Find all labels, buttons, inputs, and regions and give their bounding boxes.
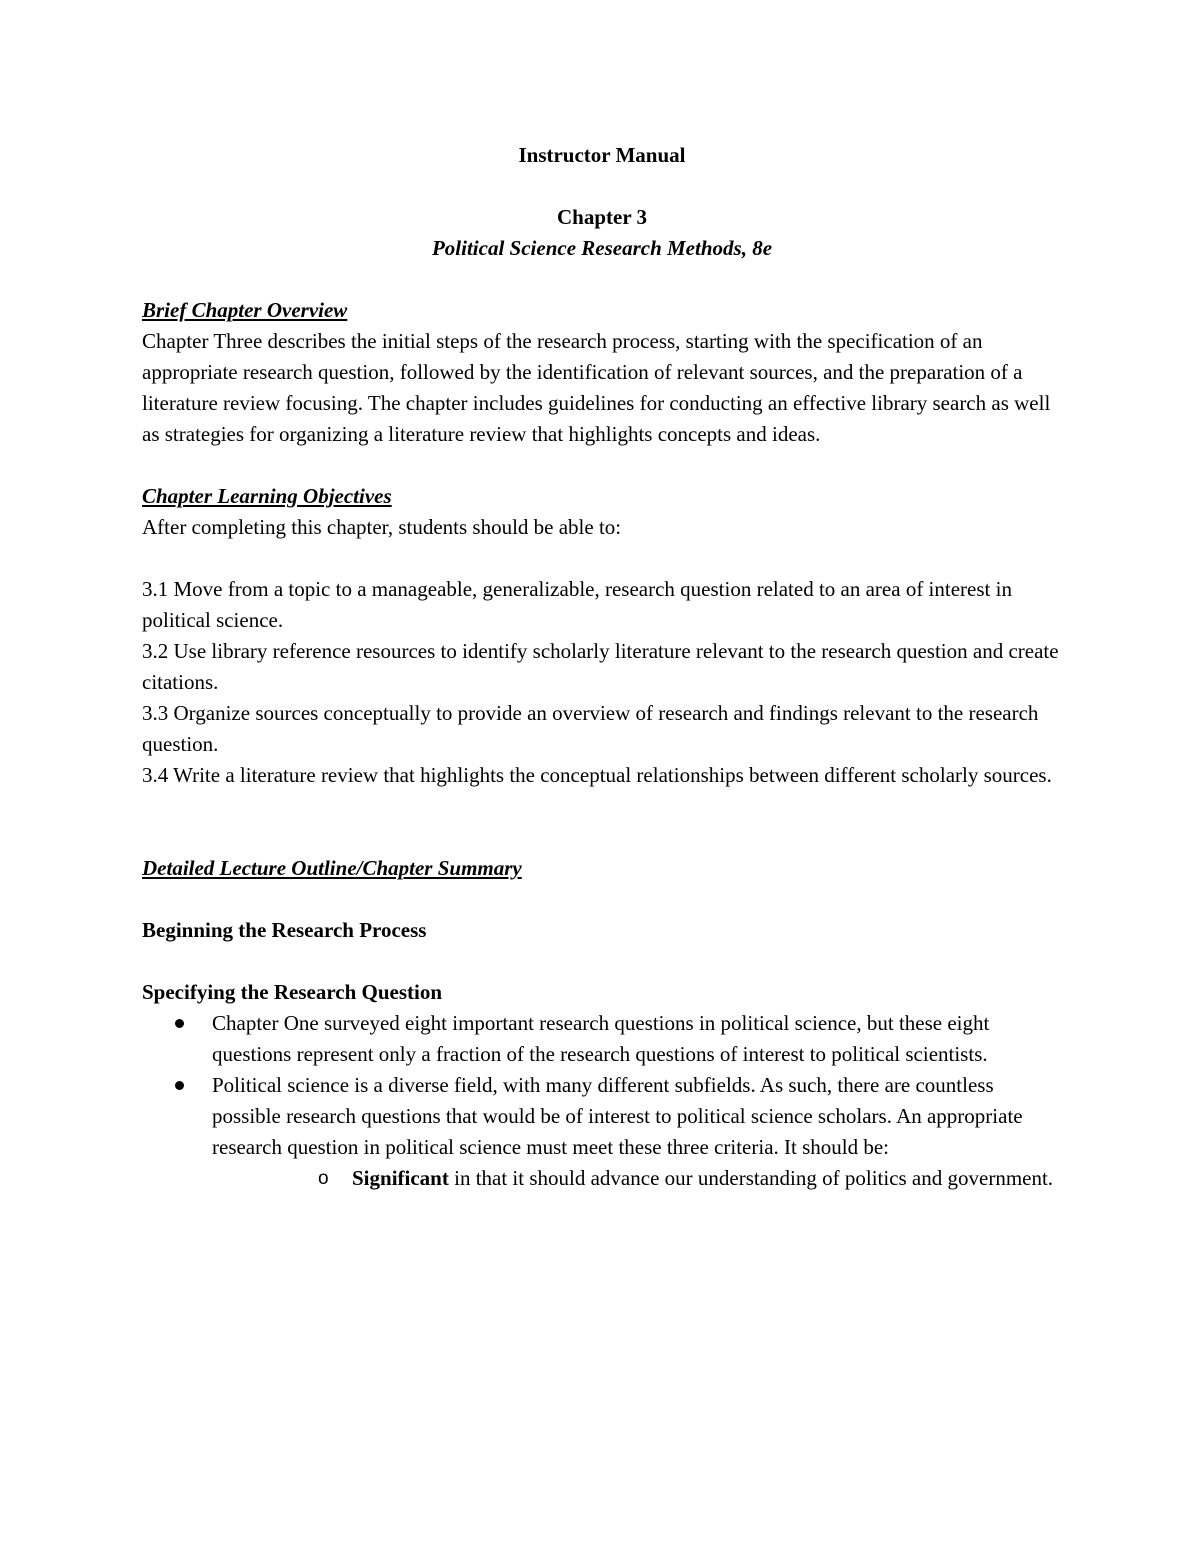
spacer bbox=[142, 791, 1062, 853]
bullet-list bbox=[142, 1008, 1062, 1194]
outline-heading: Detailed Lecture Outline/Chapter Summary bbox=[142, 856, 522, 880]
spacer bbox=[142, 543, 1062, 574]
bullet-text: Chapter One surveyed eight important research questions in political science, but these eight questions represent only a fraction of the research questions of interest to political scientists. bbox=[212, 1011, 990, 1066]
document-page bbox=[142, 140, 1062, 1194]
subsection-title: Specifying the Research Question bbox=[142, 980, 443, 1004]
bullet-dot-icon bbox=[175, 1019, 184, 1028]
criterion-term: Significant bbox=[352, 1166, 449, 1190]
objective-item: 3.2 Use library reference resources to identify scholarly literature relevant to the research question and create citations. bbox=[142, 639, 1059, 694]
objective-item: 3.3 Organize sources conceptually to provide an overview of research and findings relevant to the research question. bbox=[142, 701, 1039, 756]
bullet-text: Political science is a diverse field, with many different subfields. As such, there are countless possible research questions that would be of interest to political science scholars. An appropriate research question in political science must meet these three criteria. It should be: bbox=[212, 1073, 1023, 1159]
spacer bbox=[142, 884, 1062, 915]
objectives-heading: Chapter Learning Objectives bbox=[142, 484, 392, 508]
chapter-number: Chapter 3 bbox=[556, 205, 648, 229]
spacer bbox=[142, 450, 1062, 481]
criterion-text: in that it should advance our understanding of politics and government. bbox=[448, 1166, 1054, 1190]
objective-item: 3.4 Write a literature review that highlights the conceptual relationships between different scholarly sources. bbox=[142, 763, 1052, 787]
overview-text: Chapter Three describes the initial steps of the research process, starting with the specification of an appropriate research question, followed by the identification of relevant sources, and the preparation of a literature review focusing. The chapter includes guidelines for conducting an effective library search as well as strategies for organizing a literature review that highlights concepts and ideas. bbox=[142, 329, 1051, 446]
sub-list-item bbox=[212, 1163, 1062, 1194]
list-item bbox=[142, 1008, 1062, 1070]
document-title: Instructor Manual bbox=[518, 143, 686, 167]
overview-heading: Brief Chapter Overview bbox=[142, 298, 348, 322]
sub-bullet-list bbox=[212, 1163, 1062, 1194]
section-title: Beginning the Research Process bbox=[142, 918, 427, 942]
bullet-dot-icon bbox=[175, 1081, 184, 1090]
list-item bbox=[142, 1070, 1062, 1194]
spacer bbox=[142, 946, 1062, 977]
book-title: Political Science Research Methods, 8e bbox=[431, 236, 773, 260]
objectives-intro: After completing this chapter, students should be able to: bbox=[142, 515, 622, 539]
spacer bbox=[142, 264, 1062, 295]
objective-item: 3.1 Move from a topic to a manageable, generalizable, research question related to an area of interest in political science. bbox=[142, 577, 1012, 632]
circle-bullet-icon: o bbox=[318, 1168, 329, 1189]
